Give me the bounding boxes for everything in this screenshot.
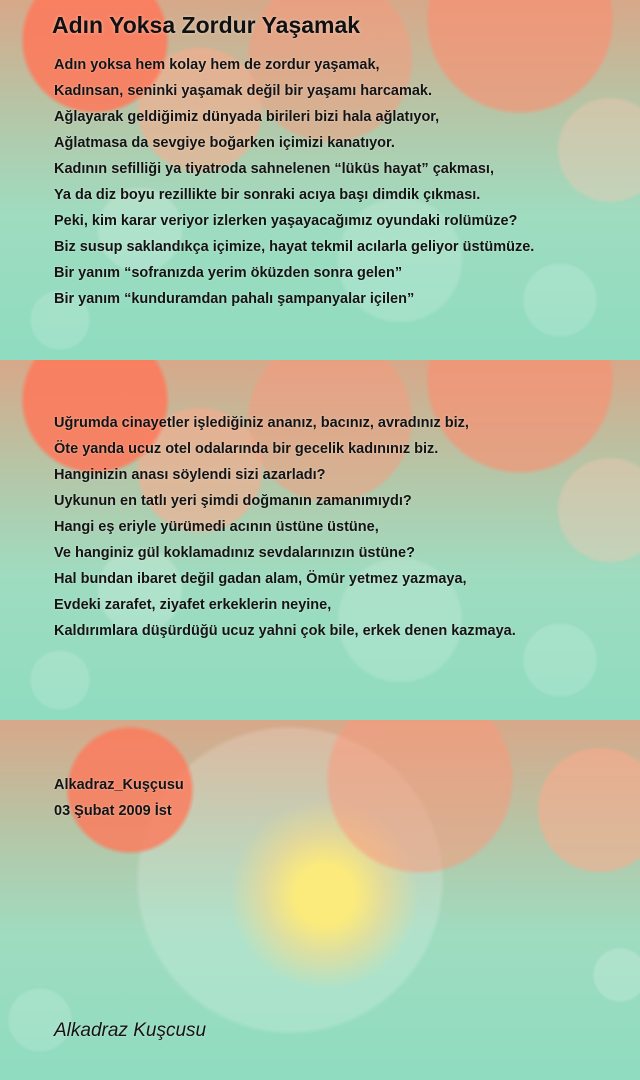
poem-line: Bir yanım “kunduramdan pahalı şampanyalar içilen” <box>54 291 415 307</box>
author-signature: Alkadraz Kuşcusu <box>54 1020 207 1041</box>
poem-line: Hanginizin anası söylendi sizi azarladı? <box>54 467 326 483</box>
poem-line: Kaldırımlara düşürdüğü ucuz yahni çok bile, erkek denen kazmaya. <box>54 623 516 639</box>
poem-panel-2 <box>0 360 640 720</box>
poem-line: Öte yanda ucuz otel odalarında bir gecelik kadınınız biz. <box>54 441 439 457</box>
poem-panel-1 <box>0 0 640 360</box>
author-name: Alkadraz_Kuşçusu <box>54 777 184 793</box>
poem-line: Kadınsan, seninki yaşamak değil bir yaşamı harcamak. <box>54 83 432 99</box>
poem-line: Kadının sefilliği ya tiyatroda sahnelenen “lüküs hayat” çakması, <box>54 161 494 177</box>
poem-line: Hangi eş eriyle yürümedi acının üstüne üstüne, <box>54 519 379 535</box>
poem-line: Adın yoksa hem kolay hem de zordur yaşamak, <box>54 57 380 73</box>
poem-date: 03 Şubat 2009 İst <box>54 803 172 819</box>
poem-line: Biz susup saklandıkça içimize, hayat tekmil acılarla geliyor üstümüze. <box>54 239 535 255</box>
poem-title: Adın Yoksa Zordur Yaşamak <box>52 12 361 38</box>
poem-line: Ağlayarak geldiğimiz dünyada birileri bizi hala ağlatıyor, <box>54 109 440 125</box>
poem-panel-3 <box>0 720 640 1080</box>
poem-line: Peki, kim karar veriyor izlerken yaşayacağımız oyundaki rolümüze? <box>54 213 518 229</box>
author-block <box>54 772 184 824</box>
stanza-2 <box>54 410 516 644</box>
poem-line: Uykunun en tatlı yeri şimdi doğmanın zamanımıydı? <box>54 493 412 509</box>
poem-line: Ve hanginiz gül koklamadınız sevdalarınızın üstüne? <box>54 545 415 561</box>
poem-line: Evdeki zarafet, ziyafet erkeklerin neyine, <box>54 597 332 613</box>
poem-line: Ya da diz boyu rezillikte bir sonraki acıya başı dimdik çıkması. <box>54 187 481 203</box>
poem-line: Hal bundan ibaret değil gadan alam, Ömür yetmez yazmaya, <box>54 571 467 587</box>
poem-line: Uğrumda cinayetler işlediğiniz ananız, bacınız, avradınız biz, <box>54 415 469 431</box>
stanza-1 <box>54 52 534 312</box>
poem-line: Bir yanım “sofranızda yerim öküzden sonra gelen” <box>54 265 403 281</box>
poem-line: Ağlatmasa da sevgiye boğarken içimizi kanatıyor. <box>54 135 395 151</box>
